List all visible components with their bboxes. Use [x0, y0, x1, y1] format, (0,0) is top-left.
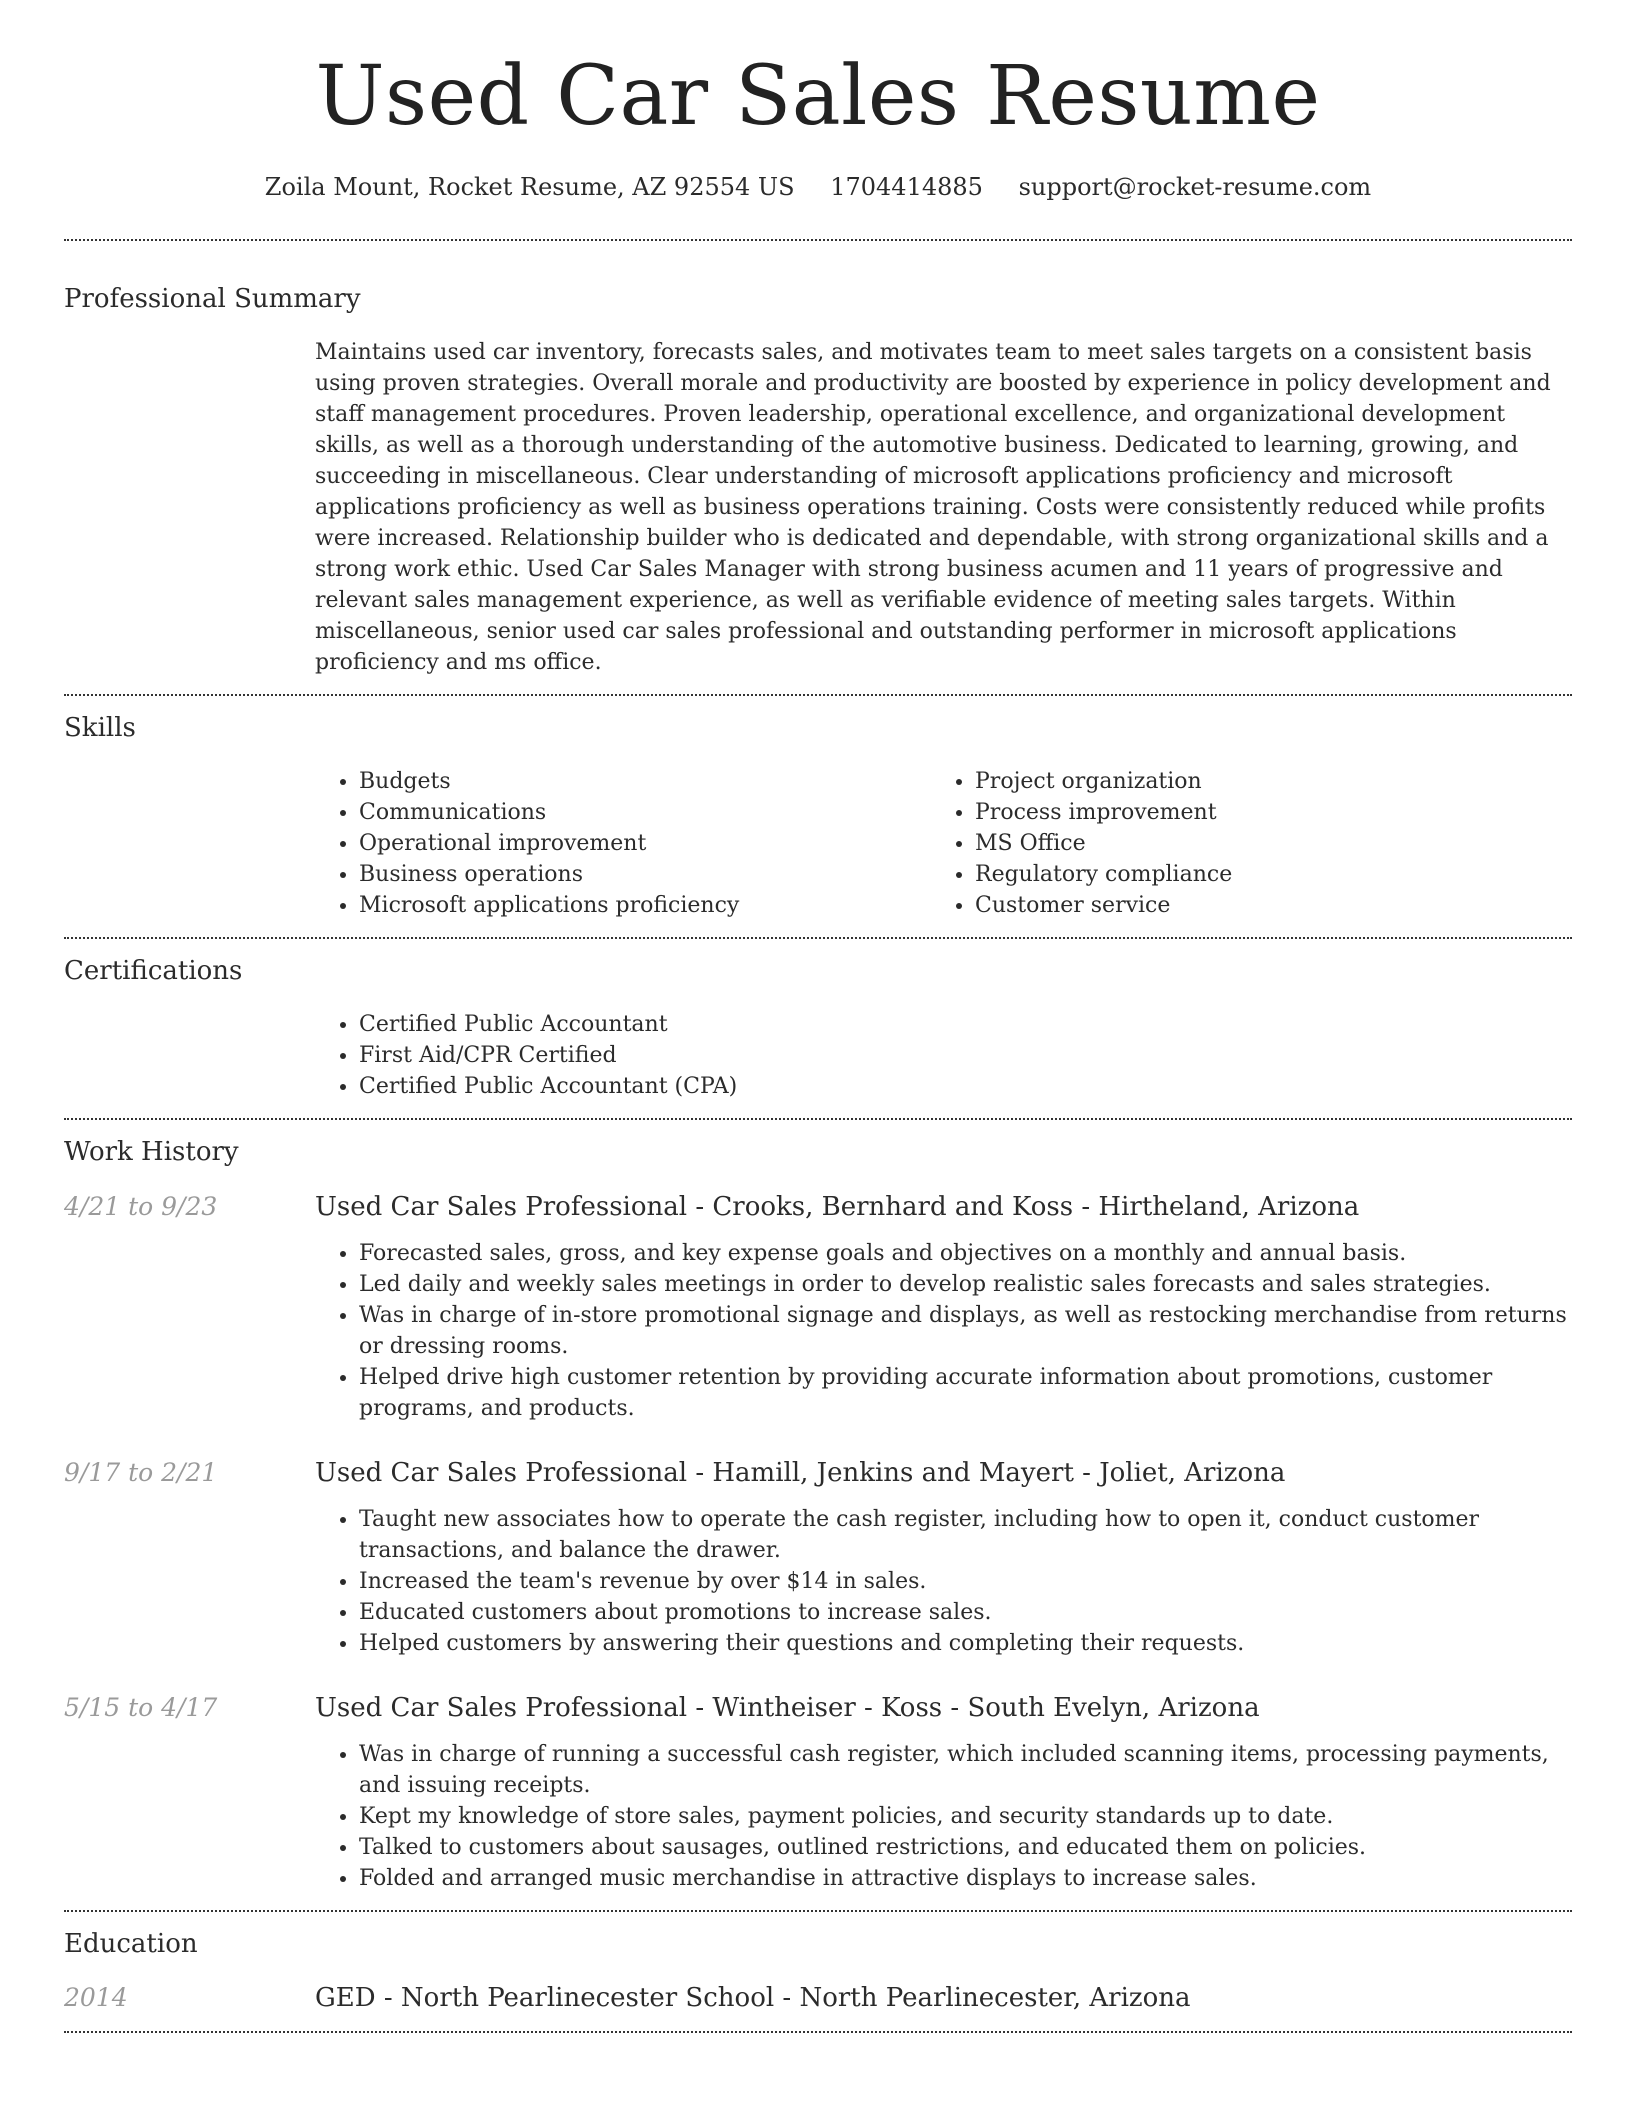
- job-dates: 9/17 to 2/21: [64, 1457, 218, 1487]
- list-item: • Microsoft applications proficiency: [359, 890, 931, 921]
- list-item: • Led daily and weekly sales meetings in order to develop realistic sales forecasts and sales strategies.: [359, 1269, 1572, 1300]
- list-item: • Forecasted sales, gross, and key expense goals and objectives on a monthly and annual basis.: [359, 1238, 1572, 1269]
- contact-line: [64, 172, 1572, 203]
- list-item: • Folded and arranged music merchandise in attractive displays to increase sales.: [359, 1863, 1572, 1894]
- list-item: • Helped drive high customer retention by providing accurate information about promotions, customer programs, and products.: [359, 1362, 1572, 1424]
- list-item: • Regulatory compliance: [975, 859, 1547, 890]
- skills-column-right: [931, 766, 1547, 921]
- list-item: • First Aid/CPR Certified: [359, 1040, 1572, 1071]
- list-item: • Educated customers about promotions to increase sales.: [359, 1597, 1572, 1628]
- job-bullets: [315, 1739, 1572, 1894]
- list-item: • Operational improvement: [359, 828, 931, 859]
- list-item: • Increased the team's revenue by over $14 in sales.: [359, 1566, 1572, 1597]
- education-entry: [64, 1981, 1572, 2015]
- list-item: • Kept my knowledge of store sales, payment policies, and security standards up to date.: [359, 1801, 1572, 1832]
- summary-heading: Professional Summary: [64, 284, 361, 315]
- list-item: • Customer service: [975, 890, 1547, 921]
- job-title: Used Car Sales Professional - Wintheiser - Koss - South Evelyn, Arizona: [315, 1692, 1260, 1723]
- job-dates: 5/15 to 4/17: [64, 1692, 218, 1722]
- certifications-heading: Certifications: [64, 955, 243, 986]
- divider: [64, 1118, 1572, 1120]
- job-title: Used Car Sales Professional - Hamill, Jenkins and Mayert - Joliet, Arizona: [315, 1457, 1286, 1488]
- contact-email: support@rocket-resume.com: [1018, 173, 1372, 202]
- contact-address: Zoila Mount, Rocket Resume, AZ 92554 US: [264, 173, 795, 202]
- list-item: • Helped customers by answering their questions and completing their requests.: [359, 1628, 1572, 1659]
- list-item: • Taught new associates how to operate the cash register, including how to open it, conduct customer transactions, and balance the drawer.: [359, 1504, 1572, 1566]
- job-dates: 4/21 to 9/23: [64, 1191, 218, 1221]
- list-item: • Process improvement: [975, 797, 1547, 828]
- divider: [64, 937, 1572, 939]
- education-date: 2014: [64, 1983, 128, 2013]
- skills-column-left: [315, 766, 931, 921]
- resume-page: [64, 0, 1572, 2033]
- divider: [64, 694, 1572, 696]
- skills-heading: Skills: [64, 713, 136, 744]
- list-item: • Was in charge of running a successful cash register, which included scanning items, processing payments, and issuing receipts.: [359, 1739, 1572, 1801]
- list-item: • MS Office: [975, 828, 1547, 859]
- job-entry: [64, 1456, 1572, 1659]
- divider: [64, 1910, 1572, 1912]
- job-bullets: [315, 1504, 1572, 1659]
- contact-phone: 1704414885: [830, 173, 983, 202]
- job-entry: [64, 1190, 1572, 1424]
- list-item: • Talked to customers about sausages, outlined restrictions, and educated them on policies.: [359, 1832, 1572, 1863]
- education-heading: Education: [64, 1928, 198, 1959]
- list-item: • Business operations: [359, 859, 931, 890]
- education-title: GED - North Pearlinecester School - North Pearlinecester, Arizona: [315, 1983, 1191, 2014]
- list-item: • Communications: [359, 797, 931, 828]
- job-title: Used Car Sales Professional - Crooks, Bernhard and Koss - Hirtheland, Arizona: [315, 1191, 1360, 1222]
- list-item: • Certified Public Accountant: [359, 1009, 1572, 1040]
- work-history-heading: Work History: [64, 1136, 239, 1167]
- divider: [64, 239, 1572, 241]
- list-item: • Was in charge of in-store promotional signage and displays, as well as restocking merchandise from returns or dressing rooms.: [359, 1300, 1572, 1362]
- list-item: • Project organization: [975, 766, 1547, 797]
- divider: [64, 2031, 1572, 2033]
- summary-text: Maintains used car inventory, forecasts sales, and motivates team to meet sales targets on a consistent basis using proven strategies. Overall morale and productivity are boosted by experience in policy development and staff management procedures. Proven leadership, operational excellence, and organizational development skills, as well as a thorough understanding of the automotive business. Dedicated to learning, growing, and succeeding in miscellaneous. Clear understanding of microsoft applications proficiency and microsoft applications proficiency as well as business operations training. Costs were consistently reduced while profits were increased. Relationship builder who is dedicated and dependable, with strong organizational skills and a strong work ethic. Used Car Sales Manager with strong business acumen and 11 years of progressive and relevant sales management experience, as well as verifiable evidence of meeting sales targets. Within miscellaneous, senior used car sales professional and outstanding performer in microsoft applications proficiency and ms office.: [315, 340, 1551, 676]
- certifications-list: [315, 1009, 1572, 1102]
- job-bullets: [315, 1238, 1572, 1424]
- list-item: • Certified Public Accountant (CPA): [359, 1071, 1572, 1102]
- skills-list: [315, 766, 1572, 921]
- resume-title: Used Car Sales Resume: [315, 49, 1321, 144]
- job-entry: [64, 1691, 1572, 1894]
- list-item: • Budgets: [359, 766, 931, 797]
